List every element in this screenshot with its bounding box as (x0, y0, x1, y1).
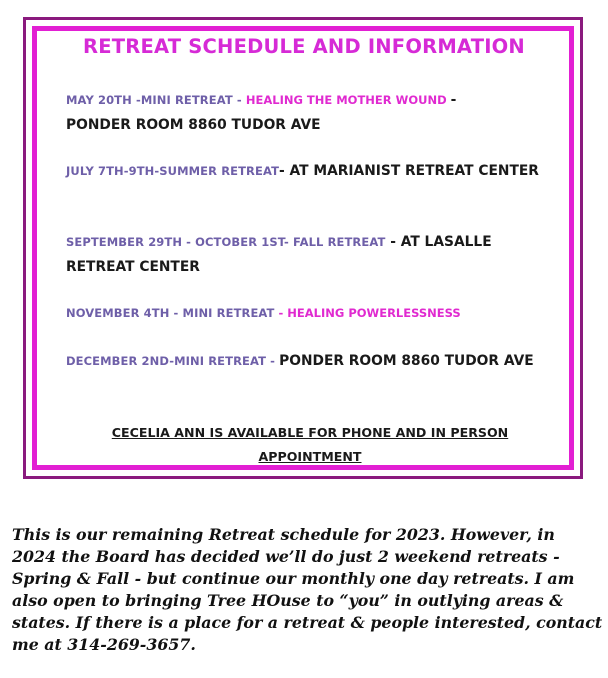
entry-date-label: SEPTEMBER 29TH - OCTOBER 1ST- FALL RETREAT (66, 235, 386, 249)
entry-dash: - (450, 92, 457, 108)
schedule-entry-november (66, 300, 561, 325)
entry-location: PONDER ROOM 8860 TUDOR AVE (66, 117, 321, 133)
entry-date-label: NOVEMBER 4TH - MINI RETREAT (66, 306, 275, 320)
schedule-entry-may (66, 87, 561, 137)
schedule-entry-september (66, 229, 561, 279)
entry-location: - AT LASALLE RETREAT CENTER (66, 234, 492, 275)
entry-location: PONDER ROOM 8860 TUDOR AVE (279, 353, 534, 369)
entry-date-label: MAY 20TH -MINI RETREAT - (66, 93, 246, 107)
schedule-note-paragraph: This is our remaining Retreat schedule for 2023. However, in 2024 the Board has decided we’ll do just 2 weekend retreats - Spring & Fall - but continue our monthly one day retreats. I am also open to bringing Tree HOuse to “you” in outlying areas & states. If there is a place for a retreat & people interested, contact me at 314-269-3657. (12, 525, 603, 654)
entry-location: - AT MARIANIST RETREAT CENTER (279, 163, 539, 179)
entry-highlight: HEALING THE MOTHER WOUND (245, 93, 451, 107)
flyer-title: RETREAT SCHEDULE AND INFORMATION (83, 35, 525, 58)
entry-date-label: JULY 7TH-9TH-SUMMER RETREAT (66, 164, 280, 178)
appointment-notice: CECELIA ANN IS AVAILABLE FOR PHONE AND IN PERSON APPOINTMENT (111, 425, 509, 464)
entry-highlight: - HEALING POWERLESSNESS (274, 306, 461, 320)
schedule-entry-july (66, 158, 561, 183)
schedule-entry-december (66, 348, 561, 373)
entry-date-label: DECEMBER 2ND-MINI RETREAT - (66, 354, 280, 368)
